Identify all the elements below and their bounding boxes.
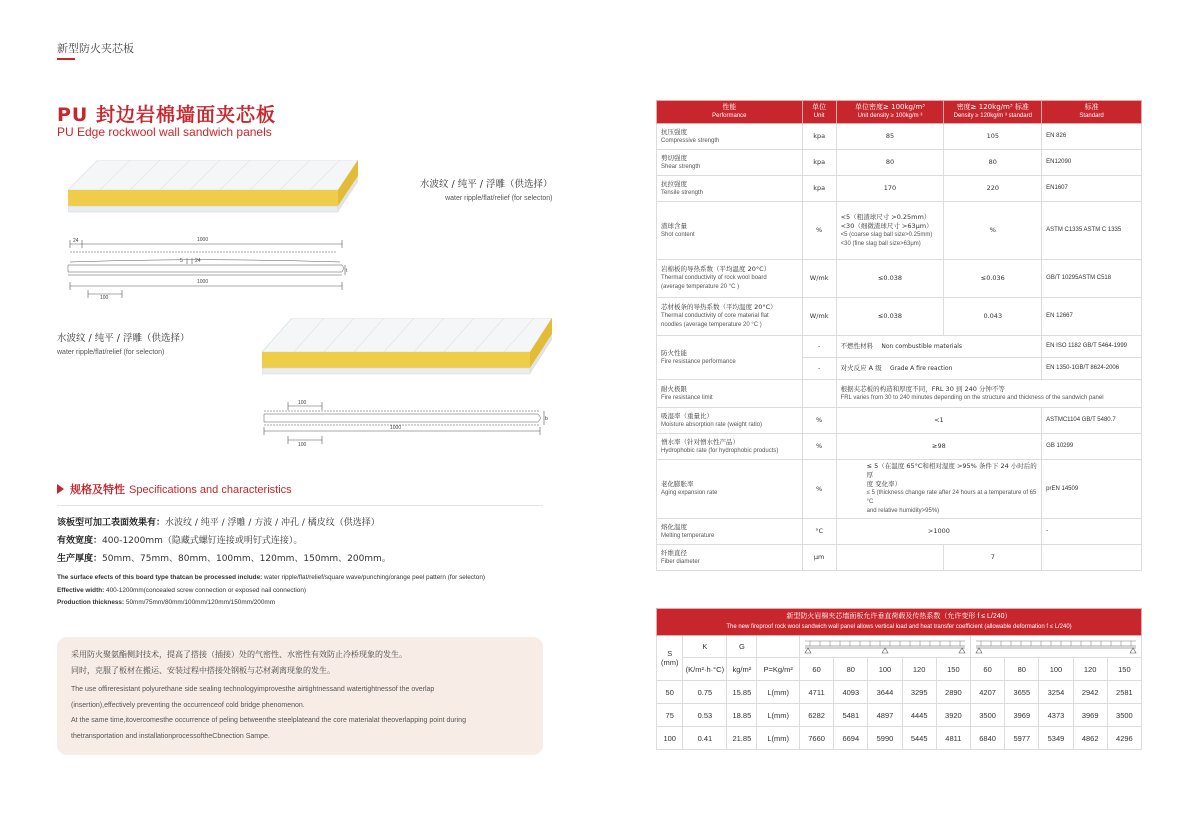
table-row bbox=[657, 704, 1142, 727]
table-header-row bbox=[657, 101, 1142, 124]
unit-cell: P=Kg/m² bbox=[757, 658, 800, 681]
standard-cell: EN12090 bbox=[1042, 150, 1142, 176]
value-cell: % bbox=[944, 202, 1042, 260]
table-header-row bbox=[657, 636, 1142, 658]
column-header: 单位 Unit bbox=[802, 101, 836, 124]
spec-label: The surface efects of this board type thatcan be processed include: bbox=[57, 574, 263, 581]
standard-cell: - bbox=[1042, 519, 1142, 545]
dim-label: 24 bbox=[195, 258, 201, 264]
spec-label: Effective width: bbox=[57, 586, 105, 594]
value-cell: ≤0.038 bbox=[836, 298, 944, 336]
cell: 3644 bbox=[868, 681, 902, 704]
property-name: 憎水率（针对憎水性产品） Hydrophobic rate (for hydrophobic products) bbox=[657, 434, 803, 460]
value-cell: 根据夹芯板的构造和厚度不同，FRL 30 到 240 分钟不等 FRL varies from 30 to 240 minutes depending on the structure and thickness of the sandwich panel bbox=[836, 380, 1141, 408]
note-text: 采用防火聚氨酯侧封技术，提高了搭接（插接）处的气密性、水密性有效防止冷桥现象的发生。 bbox=[71, 650, 407, 659]
unit-cell: μm bbox=[802, 545, 836, 571]
value-cell: ≤0.038 bbox=[836, 260, 944, 298]
table-row bbox=[657, 380, 1142, 408]
triangle-arrow-icon bbox=[57, 484, 64, 494]
spec-label: 该板型可加工表面效果有： bbox=[57, 518, 166, 528]
cell: 4862 bbox=[1073, 727, 1107, 750]
unit-cell: % bbox=[802, 434, 836, 460]
spec-value: 水波纹 / 纯平 / 浮雕 / 方波 / 冲孔 / 橘皮纹（供选择） bbox=[165, 518, 380, 528]
header-title: 新型防火夹芯板 bbox=[57, 42, 134, 55]
dim-label: b bbox=[545, 416, 548, 422]
column-header bbox=[757, 636, 800, 658]
table-row bbox=[657, 150, 1142, 176]
standard-cell: GB 10299 bbox=[1042, 434, 1142, 460]
cell: 3920 bbox=[936, 704, 970, 727]
cell: 0.53 bbox=[683, 704, 727, 727]
value-cell: 80 bbox=[944, 150, 1042, 176]
cell: 2581 bbox=[1107, 681, 1141, 704]
cell: 3655 bbox=[1005, 681, 1039, 704]
cell: 75 bbox=[657, 704, 683, 727]
cell: 2942 bbox=[1073, 681, 1107, 704]
caption-cn: 水波纹 / 纯平 / 浮雕（供选择） bbox=[57, 333, 190, 344]
property-name: 芯材板条的导热系数（平均温度 20°C） Thermal conductivity of core material flat noodles (average temperature 20 °C ) bbox=[657, 298, 803, 336]
standard-cell: ASTMC1104 GB/T 5480.7 bbox=[1042, 408, 1142, 434]
unit-cell: W/mk bbox=[802, 298, 836, 336]
standard-cell: EN 826 bbox=[1042, 124, 1142, 150]
column-header: K bbox=[683, 636, 727, 658]
standard-cell: prEN 14509 bbox=[1042, 460, 1142, 519]
dim-label: 100 bbox=[100, 295, 109, 301]
standard-cell bbox=[1042, 545, 1142, 571]
property-name: 渣球含量 Shot content bbox=[657, 202, 803, 260]
column-header: 密度≥ 120kg/m³ 标准 Density ≥ 120kg/m ³ standard bbox=[944, 101, 1042, 124]
table-row bbox=[657, 124, 1142, 150]
column-header: 标准 Standard bbox=[1042, 101, 1142, 124]
cell: 2890 bbox=[936, 681, 970, 704]
dim-label: 100 bbox=[298, 400, 307, 406]
property-name: 耐火极限 Fire resistance limit bbox=[657, 380, 803, 408]
product-title: PU 封边岩棉墙面夹芯板 bbox=[57, 104, 276, 126]
dim-label: 1000 bbox=[197, 279, 209, 285]
table-row bbox=[657, 519, 1142, 545]
property-name: 岩棉板的导热系数（平均温度 20°C） Thermal conductivity of rock wool board (average temperature 20 °C ) bbox=[657, 260, 803, 298]
cell: 3969 bbox=[1073, 704, 1107, 727]
standard-cell: EN1607 bbox=[1042, 176, 1142, 202]
unit-cell: - bbox=[802, 358, 836, 380]
spec-value: water ripple/flat/relief/square wave/punching/orange peel pattern (for selecton) bbox=[262, 574, 485, 581]
cell: 100 bbox=[657, 727, 683, 750]
dim-label: t bbox=[346, 268, 348, 274]
value-cell: 对火反应 A 级 Grade A fire reaction bbox=[836, 358, 1042, 380]
cell: 5445 bbox=[902, 727, 936, 750]
standard-cell: GB/T 10295ASTM C518 bbox=[1042, 260, 1142, 298]
value-cell: >1000 bbox=[836, 519, 1042, 545]
cell: L(mm) bbox=[757, 681, 800, 704]
unit-cell: % bbox=[802, 408, 836, 434]
spec-value: 400-1200mm（隐藏式螺钉连接或明钉式连接）。 bbox=[102, 536, 303, 546]
unit-cell: W/mk bbox=[802, 260, 836, 298]
spec-label: Production thickness: bbox=[57, 599, 125, 606]
cell: 5990 bbox=[868, 727, 902, 750]
dim-label: 100 bbox=[298, 442, 307, 448]
beam-diagram-icon bbox=[800, 637, 970, 655]
spec-value: 50mm/75mm/80mm/100mm/120mm/150mm/200mm bbox=[124, 599, 276, 606]
dim-label: 1000 bbox=[390, 425, 402, 431]
cell: 3969 bbox=[1005, 704, 1039, 727]
cell: 3295 bbox=[902, 681, 936, 704]
property-name: 熔化温度 Melting temperature bbox=[657, 519, 803, 545]
header-rule bbox=[57, 58, 75, 60]
panel-image-top bbox=[68, 160, 358, 218]
spec-label: 生产厚度： bbox=[57, 554, 103, 564]
span-header: 80 bbox=[1005, 658, 1039, 681]
cell: 5481 bbox=[834, 704, 868, 727]
cell: 6282 bbox=[800, 704, 834, 727]
cell: 5349 bbox=[1039, 727, 1073, 750]
table-title-row bbox=[657, 609, 1142, 636]
spec-heading-cn: 规格及特性 bbox=[70, 483, 125, 496]
span-header: 60 bbox=[971, 658, 1005, 681]
value-cell bbox=[836, 545, 944, 571]
cell: 15.85 bbox=[727, 681, 757, 704]
spec-list-cn bbox=[57, 514, 391, 568]
standard-cell: ASTM C1335 ASTM C 1335 bbox=[1042, 202, 1142, 260]
spec-value: 400-1200mm(concealed screw connection or exposed nail connection) bbox=[104, 586, 307, 594]
beam-diagram-double bbox=[971, 636, 1142, 658]
cell: 3500 bbox=[971, 704, 1005, 727]
value-cell: 80 bbox=[836, 150, 944, 176]
table-row bbox=[657, 460, 1142, 519]
value-cell: 85 bbox=[836, 124, 944, 150]
standard-cell: EN 1350-1GB/T 8624-2006 bbox=[1042, 358, 1142, 380]
value-cell: 7 bbox=[944, 545, 1042, 571]
unit-cell: (K/m²·h·°C) bbox=[683, 658, 727, 681]
value-cell: ≤ 5（在温度 65°C和相对湿度 >95% 条件下 24 小时后的厚 度 变化率） ≤ 5 (thickness change rate after 24 hours at a temperature of 65 °C and relative humidity>95%) bbox=[836, 460, 1042, 519]
column-header: 性能 Performance bbox=[657, 101, 803, 124]
cell: 18.85 bbox=[727, 704, 757, 727]
panel-caption-top bbox=[420, 178, 552, 206]
load-table-title: 新型防火岩棉夹芯墙面板允许垂直荷载及传热系数（允许变形 f ≤ L/240） The new fireproof rock wool sandwich wall panel allows vertical load and heat transfer coefficient (allowable deformation f ≤ L/240) bbox=[657, 609, 1142, 636]
unit-cell: % bbox=[802, 202, 836, 260]
unit-cell: °C bbox=[802, 519, 836, 545]
span-header: 150 bbox=[936, 658, 970, 681]
load-table bbox=[656, 608, 1142, 750]
table-row bbox=[657, 176, 1142, 202]
column-header: G bbox=[727, 636, 757, 658]
span-header: 100 bbox=[1039, 658, 1073, 681]
value-cell: 0.043 bbox=[944, 298, 1042, 336]
table-row bbox=[657, 434, 1142, 460]
value-cell: 170 bbox=[836, 176, 944, 202]
table-row bbox=[657, 336, 1142, 358]
column-header: 单位密度≥ 100kg/m³ Unit density ≥ 100kg/m ³ bbox=[836, 101, 944, 124]
spec-value: 50mm、75mm、80mm、100mm、120mm、150mm、200mm。 bbox=[102, 554, 391, 564]
column-header: S (mm) bbox=[657, 636, 683, 681]
cell: 4711 bbox=[800, 681, 834, 704]
span-header: 120 bbox=[1073, 658, 1107, 681]
value-cell: ≥98 bbox=[836, 434, 1042, 460]
value-cell: <5（粗渣球尺寸 >0.25mm） <30（细微渣球尺寸 >63μm） <5 (coarse slag ball size>0.25mm) <30 (fine slag ball size>63μm) bbox=[836, 202, 944, 260]
span-header: 60 bbox=[800, 658, 834, 681]
property-name: 防火性能 Fire resistance performance bbox=[657, 336, 803, 380]
table-row bbox=[657, 408, 1142, 434]
table-row bbox=[657, 727, 1142, 750]
cell: L(mm) bbox=[757, 727, 800, 750]
cell: 0.41 bbox=[683, 727, 727, 750]
cell: 0.75 bbox=[683, 681, 727, 704]
cell: 21.85 bbox=[727, 727, 757, 750]
unit-cell: % bbox=[802, 460, 836, 519]
note-text: The use offireresistant polyurethane side sealing technologyimprovesthe airtightnessand watertightnessof the overlap bbox=[71, 686, 435, 693]
table-row bbox=[657, 298, 1142, 336]
table-row bbox=[657, 202, 1142, 260]
spec-list-en bbox=[57, 572, 485, 610]
cell: 4811 bbox=[936, 727, 970, 750]
unit-cell: kpa bbox=[802, 124, 836, 150]
span-header: 80 bbox=[834, 658, 868, 681]
section-drawing-top bbox=[62, 232, 352, 302]
cell: 3500 bbox=[1107, 704, 1141, 727]
cell: 4296 bbox=[1107, 727, 1141, 750]
property-name: 纤维直径 Fiber diameter bbox=[657, 545, 803, 571]
spec-heading bbox=[57, 481, 292, 497]
span-header: 150 bbox=[1107, 658, 1141, 681]
dim-label: 24 bbox=[73, 238, 79, 244]
beam-diagram-single bbox=[800, 636, 971, 658]
table-header-row bbox=[657, 658, 1142, 681]
caption-en: water ripple/flat/relief (for selecton) bbox=[445, 195, 553, 202]
standard-cell: EN ISO 1182 GB/T 5464-1999 bbox=[1042, 336, 1142, 358]
property-name: 抗压强度 Compressive strength bbox=[657, 124, 803, 150]
dim-label: 5 bbox=[180, 258, 183, 264]
cell: 4897 bbox=[868, 704, 902, 727]
cell: L(mm) bbox=[757, 704, 800, 727]
table-row bbox=[657, 681, 1142, 704]
note-text: (insertion),effectively preventing the occurrenceof cold bridge phenomenon. bbox=[71, 701, 305, 709]
value-cell: ≤0.036 bbox=[944, 260, 1042, 298]
panel-caption-bottom bbox=[57, 332, 189, 360]
cell: 6694 bbox=[834, 727, 868, 750]
unit-cell: kpa bbox=[802, 150, 836, 176]
note-text: thetransportation and installationprocessoftheCbnection Sampe. bbox=[71, 732, 270, 740]
value-cell: <1 bbox=[836, 408, 1042, 434]
property-name: 剪切强度 Shear strength bbox=[657, 150, 803, 176]
caption-cn: 水波纹 / 纯平 / 浮雕（供选择） bbox=[420, 179, 553, 190]
note-text: At the same time,itovercomesthe occurrence of peling betweenthe steelplateand the core materialat theoverlapping point during bbox=[71, 717, 466, 724]
dim-label: 1000 bbox=[197, 237, 209, 243]
property-name: 抗拉强度 Tensile strength bbox=[657, 176, 803, 202]
section-drawing-bottom bbox=[260, 394, 550, 450]
unit-cell: kg/m² bbox=[727, 658, 757, 681]
beam-diagram-icon bbox=[971, 637, 1141, 655]
value-cell: 不燃性材料 Non combustible materials bbox=[836, 336, 1042, 358]
span-header: 100 bbox=[868, 658, 902, 681]
spec-heading-en: Specifications and characteristics bbox=[129, 484, 292, 496]
standard-cell: EN 12667 bbox=[1042, 298, 1142, 336]
properties-table bbox=[656, 100, 1142, 571]
cell: 3254 bbox=[1039, 681, 1073, 704]
panel-image-bottom bbox=[262, 318, 552, 378]
cell: 4373 bbox=[1039, 704, 1073, 727]
table-row bbox=[657, 260, 1142, 298]
cell: 5977 bbox=[1005, 727, 1039, 750]
unit-cell: - bbox=[802, 336, 836, 358]
value-cell: 220 bbox=[944, 176, 1042, 202]
cell: 4445 bbox=[902, 704, 936, 727]
unit-cell bbox=[802, 380, 836, 408]
feature-note bbox=[57, 637, 543, 755]
note-text: 同时，克服了板材在搬运、安装过程中搭接处钢板与芯材剥离现象的发生。 bbox=[71, 666, 335, 675]
product-subtitle: PU Edge rockwool wall sandwich panels bbox=[57, 125, 272, 139]
table-row bbox=[657, 545, 1142, 571]
span-header: 120 bbox=[902, 658, 936, 681]
cell: 4093 bbox=[834, 681, 868, 704]
spec-label: 有效宽度： bbox=[57, 536, 103, 546]
cell: 6840 bbox=[971, 727, 1005, 750]
property-name: 吸湿率（重量比） Moisture absorption rate (weight ratio) bbox=[657, 408, 803, 434]
cell: 50 bbox=[657, 681, 683, 704]
cell: 4207 bbox=[971, 681, 1005, 704]
value-cell: 105 bbox=[944, 124, 1042, 150]
cell: 7660 bbox=[800, 727, 834, 750]
property-name: 老化膨胀率 Aging expansion rate bbox=[657, 460, 803, 519]
caption-en: water ripple/flat/relief (for selecton) bbox=[57, 349, 165, 356]
divider bbox=[57, 505, 543, 506]
unit-cell: kpa bbox=[802, 176, 836, 202]
